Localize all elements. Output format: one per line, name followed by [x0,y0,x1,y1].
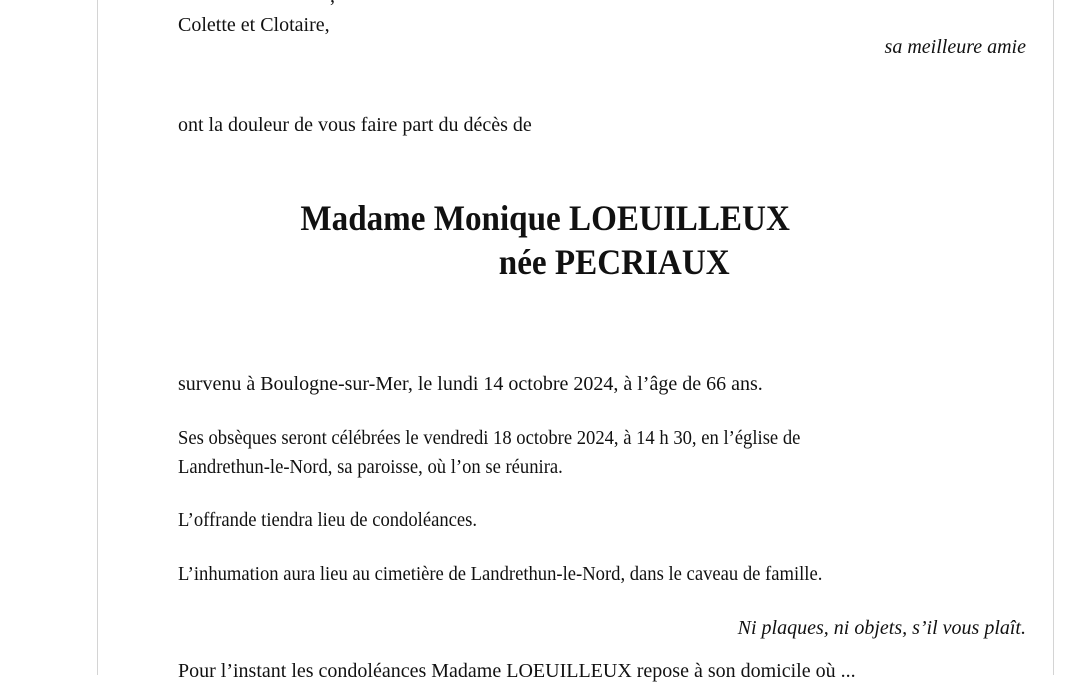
page-left-border [97,0,98,675]
deceased-name: Madame Monique LOEUILLEUX [300,198,790,238]
funeral-line-2: Landrethun-le-Nord, sa paroisse, où l’on se réunira. [178,456,563,478]
page-right-border [1053,0,1054,675]
signatories-tail: Colette et Clotaire, [178,14,330,36]
offering-note: L’offrande tiendra lieu de condoléances. [178,509,478,531]
burial-note: L’inhumation aura lieu au cimetière de Landrethun-le-Nord, dans le caveau de famille. [178,563,823,585]
deceased-maiden-name: née PECRIAUX [498,242,730,282]
death-statement: survenu à Boulogne-sur-Mer, le lundi 14 octobre 2024, à l’âge de 66 ans. [178,373,763,395]
cut-off-line: Pour l’instant les condoléances Madame LOEUILLEUX repose à son domicile où ... [178,660,856,682]
relation-note: sa meilleure amie [884,36,1026,58]
clipped-line-fragment [330,0,335,6]
intro-text: ont la douleur de vous faire part du décès de [178,114,532,136]
no-plaques-request: Ni plaques, ni objets, s’il vous plaît. [737,617,1026,639]
funeral-line-1: Ses obsèques seront célébrées le vendredi 18 octobre 2024, à 14 h 30, en l’église de [178,427,801,449]
deceased-name-block [0,196,1080,284]
